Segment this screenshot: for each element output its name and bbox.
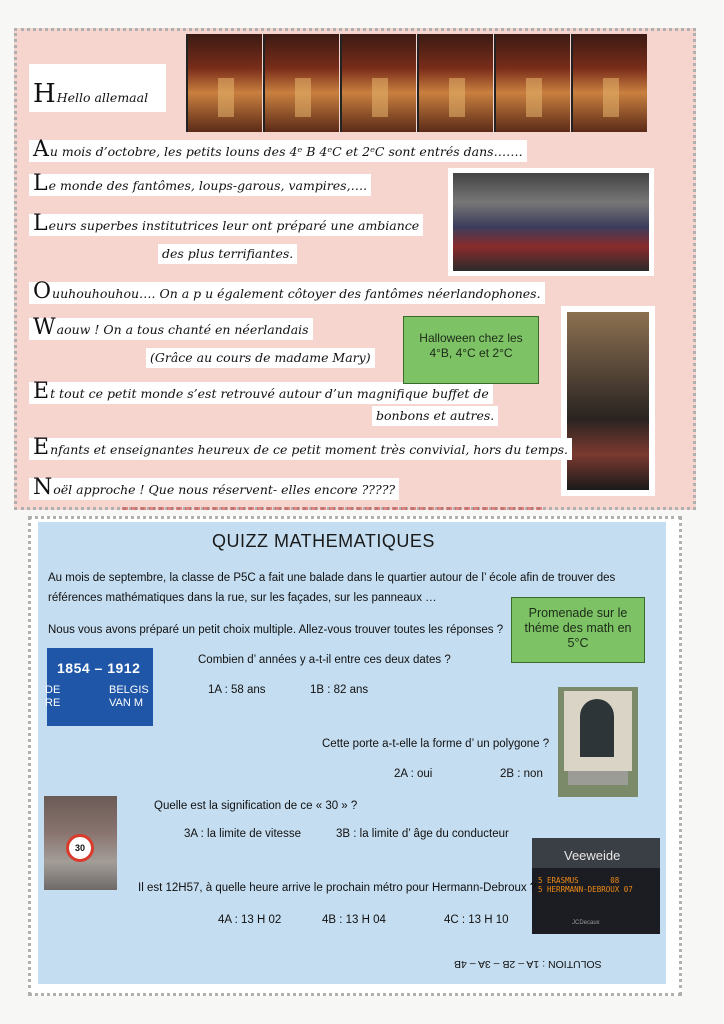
answer-1b: 1B : 82 ans [310, 684, 369, 696]
hallway-photo [494, 34, 570, 132]
brand-label: JCDecaux [572, 920, 600, 926]
door-arch [580, 699, 614, 757]
sign-dates: 1854 – 1912 [57, 660, 141, 676]
departure-board: 5 ERASMUS 08 5 HERRMANN-DEBROUX 07 [538, 876, 633, 894]
sign-text-left: DE RE [45, 684, 61, 709]
group-photo [453, 173, 649, 271]
quiz-intro: Au mois de septembre, la classe de P5C a fait une balade dans le quartier autour de l’ école afin de trouver des [48, 572, 616, 584]
street-photo [44, 796, 117, 890]
answer-4c: 4C : 13 H 10 [444, 914, 509, 926]
hallway-photo [186, 34, 262, 132]
hallway-photo [263, 34, 339, 132]
greeting-text: HHello allemaal [29, 64, 166, 112]
quiz-intro: Nous vous avons préparé un petit choix multiple. Allez-vous trouver toutes les réponses ? [48, 624, 504, 636]
halloween-caption-box: Halloween chez les 4°B, 4°C et 2°C [403, 316, 539, 384]
crowd-photo [567, 312, 649, 490]
acrostic-line: Au mois d’octobre, les petits louns des 4ᵉ B 4ᵉC et 2ᵉC sont entrés dans……. [29, 140, 527, 162]
station-name: Veeweide [564, 848, 621, 863]
quiz-title: QUIZZ MATHEMATIQUES [212, 531, 435, 551]
metro-board-photo [532, 838, 660, 934]
quiz-caption-box: Promenade sur le théme des math en 5°C [511, 597, 645, 663]
quiz-intro: références mathématiques dans la rue, sur les façades, sur les panneaux … [48, 592, 437, 604]
street-sign-photo [47, 648, 153, 726]
answer-2a: 2A : oui [394, 768, 433, 780]
question-3: Quelle est la signification de ce « 30 » ? [154, 800, 358, 812]
answer-4b: 4B : 13 H 04 [322, 914, 386, 926]
door-photo [558, 687, 638, 797]
answer-4a: 4A : 13 H 02 [218, 914, 282, 926]
acrostic-line: (Grâce au cours de madame Mary) [146, 348, 375, 368]
sign-text-right: BELGIS VAN M [109, 684, 149, 709]
answer-1a: 1A : 58 ans [208, 684, 266, 696]
question-1: Combien d’ années y a-t-il entre ces deux dates ? [198, 654, 451, 666]
hallway-photo [417, 34, 493, 132]
acrostic-line: Et tout ce petit monde s’est retrouvé autour d’un magnifique buffet de [29, 382, 493, 404]
answer-3b: 3B : la limite d’ âge du conducteur [336, 828, 509, 840]
acrostic-line: Noël approche ! Que nous réservent- elles encore ????? [29, 478, 399, 500]
acrostic-line: des plus terrifiantes. [158, 244, 297, 264]
answer-2b: 2B : non [500, 768, 543, 780]
acrostic-line: Ouuhouhouhou…. On a p u également côtoyer des fantômes néerlandophones. [29, 282, 545, 304]
question-2: Cette porte a-t-elle la forme d’ un polygone ? [322, 738, 550, 750]
acrostic-line: bonbons et autres. [372, 406, 498, 426]
answer-3a: 3A : la limite de vitesse [184, 828, 301, 840]
solution-upside-down: SOLUTION : 1A – 2B – 3A – 4B [454, 958, 602, 970]
speed-marking: 30 [66, 834, 94, 862]
hallway-photo [571, 34, 647, 132]
acrostic-line: Le monde des fantômes, loups-garous, vampires,…. [29, 174, 371, 196]
acrostic-line: Waouw ! On a tous chanté en néerlandais [29, 318, 313, 340]
hallway-photo [340, 34, 416, 132]
divider [122, 507, 542, 510]
question-4: Il est 12H57, à quelle heure arrive le prochain métro pour Hermann-Debroux ? [138, 882, 537, 894]
acrostic-line: Leurs superbes institutrices leur ont préparé une ambiance [29, 214, 423, 236]
acrostic-line: Enfants et enseignantes heureux de ce petit moment très convivial, hors du temps. [29, 438, 572, 460]
